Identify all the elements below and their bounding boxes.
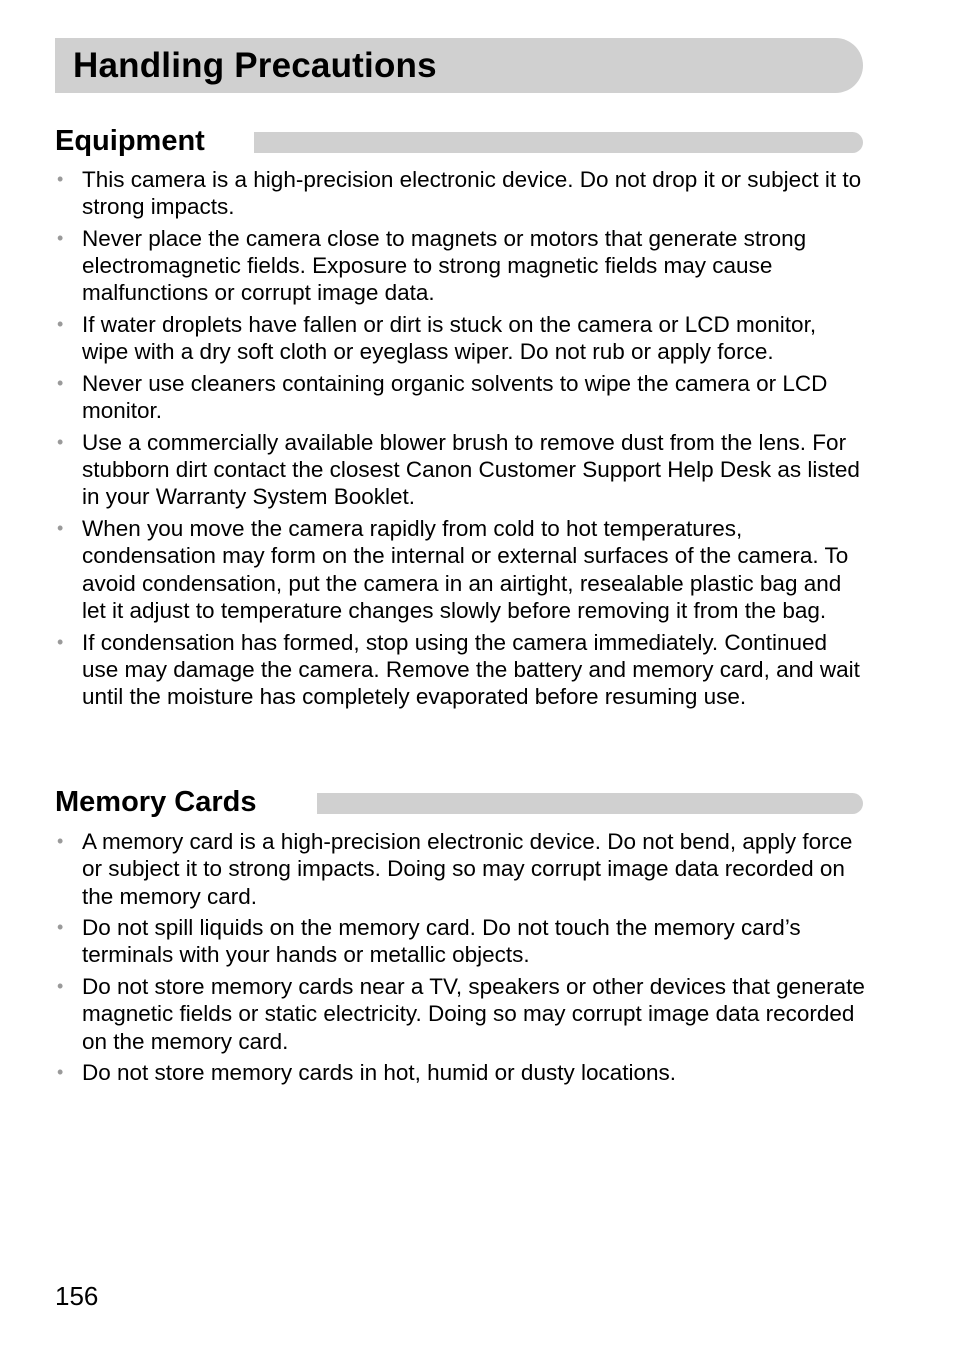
bullet-icon: • bbox=[57, 917, 64, 938]
bullet-icon: • bbox=[57, 314, 64, 335]
bullet-icon: • bbox=[57, 227, 64, 248]
page-title-bar bbox=[55, 38, 863, 93]
list-item: • Use a commercially available blower brush to remove dust from the lens. For stubborn dirt contact the closest Canon Customer Support Help Desk as listed in your Warranty System Booklet. bbox=[57, 429, 860, 510]
bullet-icon: • bbox=[57, 1062, 64, 1083]
equipment-list bbox=[55, 166, 867, 715]
section-heading-equipment bbox=[55, 124, 863, 158]
section-heading-memory-cards bbox=[55, 785, 863, 819]
list-item: • Never place the camera close to magnets or motors that generate strong electromagnetic fields. Exposure to strong magnetic fields may cause malfunctions or corrupt image data. bbox=[57, 225, 807, 306]
list-item: • If condensation has formed, stop using the camera immediately. Continued use may damage the camera. Remove the battery and memory card, and wait until the moisture has completely evaporated before resuming use. bbox=[57, 629, 860, 710]
bullet-icon: • bbox=[57, 631, 64, 652]
list-item: • If water droplets have fallen or dirt is stuck on the camera or LCD monitor, wipe with a dry soft cloth or eyeglass wiper. Do not rub or apply force. bbox=[57, 312, 817, 365]
bullet-icon: • bbox=[57, 431, 64, 452]
list-item: • Do not spill liquids on the memory card. Do not touch the memory card’s terminals with your hands or metallic objects. bbox=[57, 915, 801, 968]
list-item: • When you move the camera rapidly from cold to hot temperatures, condensation may form on the internal or external surfaces of the camera. To avoid condensation, put the camera in an airtight, resealable plastic bag and let it adjust to temperature changes slowly before removing it from the bag. bbox=[57, 516, 849, 623]
bullet-icon: • bbox=[57, 518, 64, 539]
list-item: • Never use cleaners containing organic solvents to wipe the camera or LCD monitor. bbox=[57, 370, 828, 424]
bullet-icon: • bbox=[57, 169, 64, 189]
bullet-icon: • bbox=[57, 976, 64, 997]
section-title-memory-cards: Memory Cards bbox=[55, 785, 278, 819]
page-title: Handling Precautions bbox=[73, 46, 437, 85]
list-item: • Do not store memory cards near a TV, speakers or other devices that generate magnetic fields or static electricity. Doing so may corrupt image data recorded on the memory card. bbox=[57, 974, 865, 1054]
memory-cards-list bbox=[55, 828, 867, 1091]
section-rule-memory-cards bbox=[317, 793, 863, 814]
page-number: 156 bbox=[55, 1281, 99, 1311]
section-rule-equipment bbox=[254, 132, 863, 153]
list-item: • Do not store memory cards in hot, humid or dusty locations. bbox=[57, 1060, 677, 1086]
list-item: • A memory card is a high-precision electronic device. Do not bend, apply force or subject it to strong impacts. Doing so may corrupt image data recorded on the memory card. bbox=[57, 829, 853, 909]
bullet-icon: • bbox=[57, 831, 64, 851]
list-item: • This camera is a high-precision electronic device. Do not drop it or subject it to strong impacts. bbox=[57, 167, 862, 220]
bullet-icon: • bbox=[57, 372, 64, 393]
section-title-equipment: Equipment bbox=[55, 124, 227, 158]
